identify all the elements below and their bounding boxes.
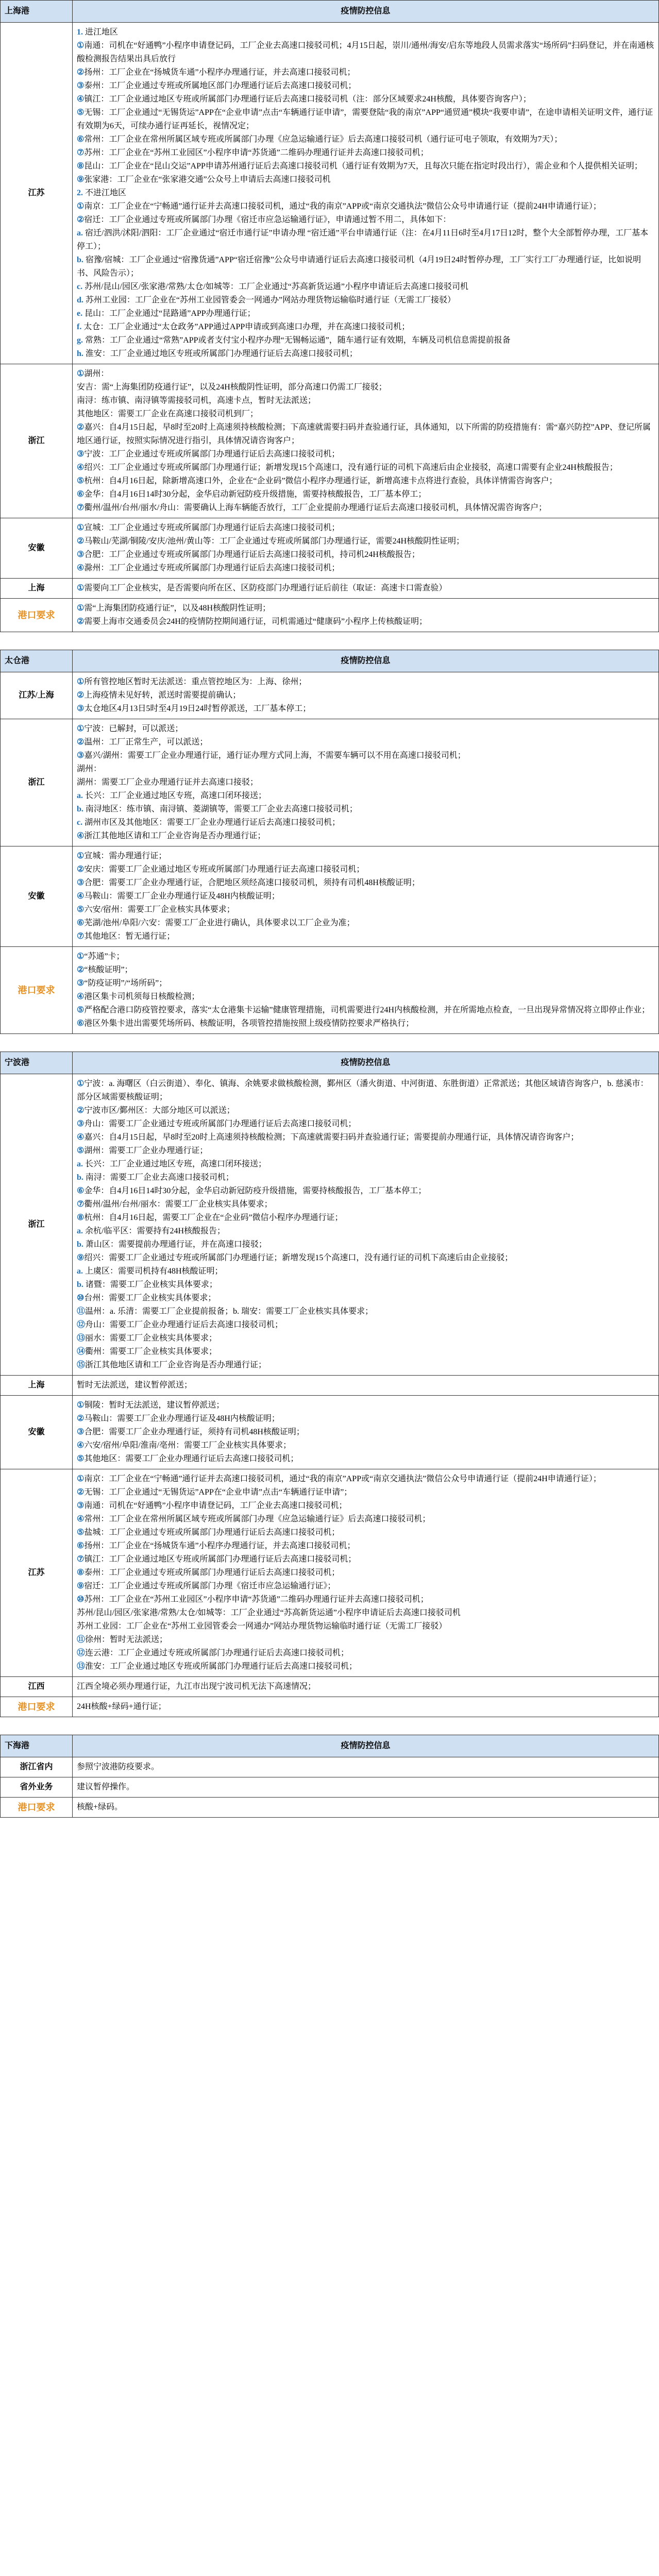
detail-line: ③宁波：工厂企业通过专班或所属部门办理通行证后去高速口接驳司机； xyxy=(77,450,340,459)
detail-line: ①南京：工厂企业在“宁畅通”通行证并去高速口接驳司机，通过“我的南京”APP或“南京交通执法”微信公众号申请通行证（提前24H申请通行证）； xyxy=(77,202,601,211)
region-details xyxy=(73,23,659,364)
port-requirements-label: 港口要求 xyxy=(1,947,73,1034)
region-details xyxy=(73,1798,659,1818)
detail-line: ③南通：司机在“好通鸭”小程序申请登记码，工厂企业去高速口接驳司机； xyxy=(77,1501,347,1510)
port-title: 宁波港 xyxy=(1,1052,73,1074)
region-name: 安徽 xyxy=(1,1396,73,1469)
detail-line: ④镇江：工厂企业通过地区专班或所属部门办理通行证后去高速口接驳司机（注：部分区域要求24H核酸，具体要咨询客户）； xyxy=(77,95,531,104)
detail-line: 参照宁波港防疫要求。 xyxy=(77,1762,160,1771)
detail-line: ⑪温州：a. 乐清：需要工厂企业提前报备；b. 瑞安：需要工厂企业核实具体要求； xyxy=(77,1307,374,1316)
region-row xyxy=(1,1757,659,1777)
region-row xyxy=(1,672,659,719)
region-name: 上海 xyxy=(1,579,73,599)
detail-line: ⑥芜湖/池州/阜阳/六安：需要工厂企业进行确认，具体要求以工厂企业为准； xyxy=(77,919,355,927)
region-name: 浙江省内 xyxy=(1,1757,73,1777)
detail-line: ①宁波：a. 海曙区（白云街道）、奉化、镇海、余姚要求做核酸检测，鄞州区（潘火街道、中河街道、东胜街道）正常派送；其他区域请咨询客户，b. 慈溪市：部分区域需要核酸证明； xyxy=(77,1079,649,1101)
region-name: 江苏 xyxy=(1,1469,73,1677)
detail-line: 苏州/昆山/园区/张家港/常熟/太仓/如城等：工厂企业通过“苏高新货运通”小程序申请证后去高速口接驳司机 xyxy=(77,1608,461,1617)
region-name: 江西 xyxy=(1,1677,73,1697)
region-name: 江苏 xyxy=(1,23,73,364)
detail-line: ②宁波市区/鄞州区：大部分地区可以派送； xyxy=(77,1106,235,1115)
detail-line: ⑩苏州：工厂企业在“苏州工业园区”小程序申请“苏货通”二维码办理通行证并去高速口接驳司机； xyxy=(77,1595,429,1604)
detail-line: ①所有管控地区暂时无法派送：重点管控地区为：上海、徐州； xyxy=(77,677,307,686)
detail-line: ⑥金华：自4月16日14时30分起，金华启动新冠防疫升级措施，需要持核酸报告，工厂基本停工； xyxy=(77,1187,427,1195)
region-details xyxy=(73,1757,659,1777)
detail-line: ①宣城：工厂企业通过专班或所属部门办理通行证后去高速口接驳司机； xyxy=(77,523,340,532)
detail-line: g. 常熟：工厂企业通过“常熟”APP或者支付宝小程序办理“无锡畅运通”，随车通行证有效期，车辆及司机信息需提前报备 xyxy=(77,336,511,345)
detail-line: ②嘉兴：自4月15日起，早8时至20时上高速须持核酸检测；下高速就需要扫码并查验通行证，具体通知，以下所需的防疫措施有：需“嘉兴防控”APP、登记所属地区通行证，按照实际情况进行指引，具体情况请咨询客户； xyxy=(77,423,651,445)
detail-line: 湖州：需要工厂企业办理通行证并去高速口接驳； xyxy=(77,778,259,787)
detail-line: 建议暂停操作。 xyxy=(77,1783,135,1791)
detail-line: ⑥扬州：工厂企业在“扬城货车通”小程序办理通行证，并去高速口接驳司机； xyxy=(77,1541,356,1550)
detail-line: ⑨绍兴：需要工厂企业通过专班或所属部门办理通行证；新增发现15个高速口，没有通行证的司机下高速后由企业接驳； xyxy=(77,1253,513,1262)
detail-line: ④滁州：工厂企业通过专班或所属部门办理通行证后去高速口接驳司机； xyxy=(77,564,340,572)
region-details xyxy=(73,599,659,632)
detail-line: ②上海疫情未见好转，派送时需要提前确认； xyxy=(77,691,241,700)
detail-line: ①宣城：需办理通行证； xyxy=(77,852,167,860)
region-name: 江苏/上海 xyxy=(1,672,73,719)
detail-line: b. 南浔地区：练市镇、南浔镇、菱湖镇等，需要工厂企业去高速口接驳司机； xyxy=(77,805,358,814)
detail-line: ②需要上海市交通委员会24H的疫情防控期间通行证，司机需通过“健康码”小程序上传核酸证明； xyxy=(77,617,428,626)
detail-line: ⑫舟山：需要工厂企业办理通行证后去高速口接驳司机； xyxy=(77,1320,283,1329)
region-row xyxy=(1,579,659,599)
detail-line: ⑤六安/宿州：需要工厂企业核实具体要求； xyxy=(77,905,235,914)
region-details xyxy=(73,1376,659,1396)
detail-line: ②扬州：工厂企业在“扬城货车通”小程序办理通行证，并去高速口接驳司机； xyxy=(77,68,356,77)
detail-line: 其他地区：需要工厂企业在高速口接驳司机到厂； xyxy=(77,410,259,418)
detail-line: ④嘉兴：自4月15日起，早8时至20时上高速须持核酸检测；下高速就需要扫码并查验通行证；需要提前办理通行证，具体情况请咨询客户； xyxy=(77,1133,579,1142)
port-title: 下海港 xyxy=(1,1735,73,1757)
detail-line: c. 湖州市区及其他地区：需要工厂企业办理通行证后去高速口接驳司机； xyxy=(77,818,341,827)
section-heading: 疫情防控信息 xyxy=(73,1,659,23)
detail-line: ⑥金华：自4月16日14时30分起，金华启动新冠防疫升级措施，需要持核酸报告，工厂基本停工； xyxy=(77,490,427,499)
detail-line: 安吉：需“上海集团防疫通行证”，以及24H核酸阴性证明，部分高速口仍需工厂接驳； xyxy=(77,383,387,392)
region-row xyxy=(1,364,659,518)
region-details xyxy=(73,1777,659,1798)
detail-line: ⑤杭州：自4月16日起，除新增高速口外，企业在“企业码”微信小程序办理通行证，新增高速卡点将进行查验，具体详情需咨询客户； xyxy=(77,477,557,485)
detail-line: ②无锡：工厂企业通过“无锡货运”APP在“企业申请”点击“车辆通行证申请”； xyxy=(77,1488,352,1497)
detail-line: 湖州： xyxy=(77,765,102,773)
detail-line: ③合肥：需要工厂企业办理通行证，合肥地区须经高速口接驳司机，须持有司机48H核酸证明； xyxy=(77,878,420,887)
detail-line: ③嘉兴/湖州：需要工厂企业办理通行证，通行证办理方式同上海，不需要车辆可以不用在高速口接驳司机； xyxy=(77,751,466,760)
shanghai-port-table xyxy=(0,0,659,632)
detail-line: h. 淮安：工厂企业通过地区专班或所属部门办理通行证后去高速口接驳司机； xyxy=(77,349,358,358)
detail-line: a. 长兴：工厂企业通过地区专班，高速口闭环接送； xyxy=(77,791,267,800)
detail-line: a. 宿迁/泗洪/沭阳/泗阳：工厂企业通过“宿迁市通行证”申请办理 “宿迁通”平台申请通行证（注：在4月11日6时至4月17日12时，整个大全部暂停办理，工厂基本停工）； xyxy=(77,229,649,251)
detail-line: 24H核酸+绿码+通行证； xyxy=(77,1702,166,1711)
detail-line: ①湖州： xyxy=(77,369,109,378)
port-requirements-label: 港口要求 xyxy=(1,1697,73,1717)
detail-line: ①“苏通”卡； xyxy=(77,952,125,961)
detail-line: ②“核酸证明”； xyxy=(77,965,133,974)
detail-line: ①需“上海集团防疫通行证”，以及48H核酸阴性证明； xyxy=(77,604,271,613)
detail-line: ④马鞍山：需要工厂企业办理通行证及48H内核酸证明； xyxy=(77,892,280,901)
region-details xyxy=(73,1697,659,1717)
detail-line: b. 宿豫/宿城：工厂企业通过“宿豫货通”APP“宿迁宿豫”公众号申请通行证后去高速口接驳司机（4月19日24时暂停办理，工厂实行工厂办理通行证，比如说明书、风险告示）； xyxy=(77,256,641,278)
region-row xyxy=(1,1777,659,1798)
xiamen-port-table xyxy=(0,1735,659,1818)
region-row xyxy=(1,1396,659,1469)
detail-line: ②马鞍山：需要工厂企业办理通行证及48H内核酸证明； xyxy=(77,1414,280,1423)
detail-line: ⑦其他地区：暂无通行证； xyxy=(77,932,175,941)
detail-line: ⑭衢州：需要工厂企业核实具体要求； xyxy=(77,1347,217,1356)
section-heading: 疫情防控信息 xyxy=(73,1735,659,1757)
detail-line: ③舟山：需要工厂企业通过专班或所属部门办理通行证后去高速口接驳司机； xyxy=(77,1120,357,1128)
detail-line: ⑨张家港：工厂企业在“张家港交通”公众号上申请后去高速口接驳司机 xyxy=(77,175,331,184)
region-row xyxy=(1,518,659,579)
detail-line: ⑬丽水：需要工厂企业核实具体要求； xyxy=(77,1334,217,1343)
detail-line: ③太仓地区4月13日5时至4月19日24时暂停派送，工厂基本停工； xyxy=(77,704,311,713)
region-name: 上海 xyxy=(1,1376,73,1396)
detail-line: a. 余杭/临平区：需要持有24H核酸报告； xyxy=(77,1227,226,1235)
detail-line: 2. 不进江地区 xyxy=(77,189,127,197)
region-name: 安徽 xyxy=(1,846,73,947)
detail-line: ④港区集卡司机须每日核酸检测； xyxy=(77,992,200,1001)
detail-line: ⑩台州：需要工厂企业核实具体要求； xyxy=(77,1294,216,1302)
region-details xyxy=(73,1396,659,1469)
detail-line: ①宁波：已解封，可以派送； xyxy=(77,724,183,733)
detail-line: e. 昆山：工厂企业通过“昆路通”APP办理通行证； xyxy=(77,309,256,318)
detail-line: 南浔：练市镇、南浔镇等需接驳司机，高速卡点，暂时无法派送； xyxy=(77,396,316,405)
detail-line: d. 苏州工业园：工厂企业在“苏州工业园管委会一网通办”网站办理货物运输临时通行证（无需工厂接驳） xyxy=(77,296,456,304)
port-requirements-label: 港口要求 xyxy=(1,1798,73,1818)
detail-line: ④常州：工厂企业在常州所属区域专班或所属部门办理《应急运输通行证》后去高速口接驳司机； xyxy=(77,1515,431,1523)
region-row xyxy=(1,1469,659,1677)
detail-line: ⑤无锡：工厂企业通过“无锡货运”APP在“企业申请”点击“车辆通行证申请”，需要登陆“我的南京”APP“通贸通”模块“我要申请”，在途申请相关证明文件，通行证有效期为6天，可续办通行证再延长，视情况定； xyxy=(77,108,653,130)
detail-line: ⑦苏州：工厂企业在“苏州工业园区”小程序申请“苏货通”二维码办理通行证并去高速口接驳司机； xyxy=(77,148,429,157)
region-details xyxy=(73,1677,659,1697)
detail-line: ⑤其他地区：需要工厂企业办理通行证后去高速口接驳司机； xyxy=(77,1454,299,1463)
detail-line: ③合肥：工厂企业通过专班或所属部门办理通行证后去高速口接驳司机，持司机24H核酸报告； xyxy=(77,550,420,559)
region-details xyxy=(73,1469,659,1677)
region-details xyxy=(73,947,659,1034)
detail-line: ⑤湖州：需要工厂企业办理通行证； xyxy=(77,1146,208,1155)
detail-line: ⑧杭州：自4月16日起，需要工厂企业在“企业码”微信小程序办理通行证； xyxy=(77,1213,343,1222)
region-row xyxy=(1,1697,659,1717)
detail-line: ③“防疫证明”/“场所码”； xyxy=(77,979,167,988)
detail-line: ③合肥：需要工厂企业办理通行证，须持有司机48H核酸证明； xyxy=(77,1428,305,1436)
detail-line: ①需要向工厂企业核实，是否需要向所在区、区防疫部门办理通行证后前往（取证：高速卡口需查验） xyxy=(77,584,447,592)
detail-line: ⑨宿迁：工厂企业通过专班或所属部门办理《宿迁市应急运输通行证》； xyxy=(77,1582,336,1590)
detail-line: ⑦镇江：工厂企业通过地区专班或所属部门办理通行证后去高速口接驳司机； xyxy=(77,1555,357,1564)
detail-line: 核酸+绿码。 xyxy=(77,1803,123,1811)
region-row xyxy=(1,947,659,1034)
region-details xyxy=(73,579,659,599)
detail-line: ①南通：司机在“好通鸭”小程序申请登记码，工厂企业去高速口接驳司机；4月15日起，崇川/通州/海安/启东等地段人员需求落实“场所码”扫码登记，并在南通核酸检测报告结果出具后放行 xyxy=(77,41,654,63)
detail-line: ⑤严格配合港口防疫管控要求，落实“太仓港集卡运输”健康管理措施，司机需要进行24H内核酸检测，并在所需地点检查，一旦出现异常情况将立即停止作业； xyxy=(77,1006,650,1014)
detail-line: ①南京：工厂企业在“宁畅通”通行证并去高速口接驳司机，通过“我的南京”APP或“南京交通执法”微信公众号申请通行证（提前24H申请通行证）； xyxy=(77,1475,601,1483)
detail-line: ①铜陵：暂时无法派送，建议暂停派送； xyxy=(77,1401,225,1410)
region-details xyxy=(73,672,659,719)
detail-line: ②马鞍山/芜湖/铜陵/安庆/池州/黄山等：工厂企业通过专班或所属部门办理通行证，需要24H核酸阴性证明； xyxy=(77,537,465,546)
detail-line: ③泰州：工厂企业通过专班或所属地区部门办理通行证后去高速口接驳司机； xyxy=(77,81,357,90)
detail-line: ⑦衢州/温州/台州/丽水/舟山：需要确认上海车辆能否放行，工厂企业提前办理通行证后去高速口接驳司机，具体情况需咨询客户； xyxy=(77,503,547,512)
region-row xyxy=(1,846,659,947)
detail-line: ②温州：工厂正常生产，可以派送； xyxy=(77,738,208,747)
section-gap xyxy=(0,1034,659,1052)
region-name: 省外业务 xyxy=(1,1777,73,1798)
region-name: 浙江 xyxy=(1,364,73,518)
region-name: 浙江 xyxy=(1,1074,73,1376)
section-heading: 疫情防控信息 xyxy=(73,1052,659,1074)
detail-line: b. 诸暨：需要工厂企业核实具体要求； xyxy=(77,1280,217,1289)
detail-line: a. 上虞区：需要司机持有48H核酸证明； xyxy=(77,1267,223,1276)
region-details xyxy=(73,846,659,947)
port-title: 太仓港 xyxy=(1,650,73,672)
detail-line: ④六安/宿州/阜阳/淮南/亳州：需要工厂企业核实具体要求； xyxy=(77,1441,292,1450)
detail-line: ⑪徐州：暂时无法派送； xyxy=(77,1635,168,1644)
region-row xyxy=(1,599,659,632)
region-details xyxy=(73,1074,659,1376)
detail-line: 苏州工业园：工厂企业在“苏州工业园管委会一网通办”网站办理货物运输临时通行证（无需工厂接驳） xyxy=(77,1622,447,1631)
detail-line: 暂时无法派送，建议暂停派送； xyxy=(77,1381,193,1389)
detail-line: ⑧昆山：工厂企业在“昆山交运”APP申请苏州通行证后去高速口接驳司机（通行证有效期为7天，且每次只能在指定时段出行），需企业和个人提供相关证明； xyxy=(77,162,643,171)
detail-line: ④绍兴：工厂企业通过专班或所属部门办理通行证；新增发现15个高速口，没有通行证的司机下高速后由企业接驳，高速口需要有企业24H核酸报告； xyxy=(77,463,618,472)
section-gap xyxy=(0,1717,659,1735)
detail-line: ⑦衢州/温州/台州/丽水：需要工厂企业核实具体要求； xyxy=(77,1200,273,1209)
detail-line: ⑮浙江其他地区请和工厂企业咨询是否办理通行证； xyxy=(77,1361,267,1369)
detail-line: ⑥常州：工厂企业在常州所属区域专班或所属部门办理《应急运输通行证》后去高速口接驳司机（通行证可电子领取，有效期为7天）； xyxy=(77,135,563,144)
section-heading: 疫情防控信息 xyxy=(73,650,659,672)
detail-line: f. 太仓：工厂企业通过“太仓政务”APP通过APP申请或到高速口办理，并在高速口接驳司机； xyxy=(77,323,410,331)
detail-line: 1. 进江地区 xyxy=(77,28,119,37)
detail-line: a. 长兴：工厂企业通过地区专班，高速口闭环接送； xyxy=(77,1160,267,1168)
detail-line: b. 南浔：需要工厂企业去高速口接驳司机； xyxy=(77,1173,234,1182)
detail-line: ②宿迁：工厂企业通过专班或所属部门办理《宿迁市应急运输通行证》，申请通过暂不用二，具体如下： xyxy=(77,215,451,224)
detail-line: ⑫连云港：工厂企业通过专班或所属部门办理通行证后去高速口接驳司机； xyxy=(77,1649,349,1657)
region-details xyxy=(73,719,659,846)
region-details xyxy=(73,518,659,579)
region-row xyxy=(1,1677,659,1697)
region-details xyxy=(73,364,659,518)
detail-line: ⑧泰州：工厂企业通过专班或所属部门办理通行证后去高速口接驳司机； xyxy=(77,1568,340,1577)
region-row xyxy=(1,23,659,364)
region-row xyxy=(1,1074,659,1376)
ningbo-port-table xyxy=(0,1052,659,1717)
detail-line: ⑤盐城：工厂企业通过专班或所属部门办理通行证后去高速口接驳司机； xyxy=(77,1528,340,1537)
detail-line: ②安庆：需要工厂企业通过地区专班或所属部门办理通行证去高速口接驳司机； xyxy=(77,865,365,874)
port-title: 上海港 xyxy=(1,1,73,23)
region-name: 安徽 xyxy=(1,518,73,579)
detail-line: ⑬淮安：工厂企业通过地区专班或所属部门办理通行证后去高速口接驳司机； xyxy=(77,1662,358,1671)
detail-line: c. 苏州/昆山/园区/张家港/常熟/太仓/如城等：工厂企业通过“苏高新货运通”小程序申请证后去高速口接驳司机 xyxy=(77,282,468,291)
detail-line: ④浙江其他地区请和工厂企业咨询是否办理通行证； xyxy=(77,832,266,840)
region-name: 浙江 xyxy=(1,719,73,846)
detail-line: 江西全境必须办理通行证，九江市出现宁波司机无法下高速情况； xyxy=(77,1682,316,1691)
region-row xyxy=(1,1376,659,1396)
detail-line: ⑥港区外集卡进出需要凭场所码、核酸证明，各项管控措施按照上级疫情防控要求严格执行； xyxy=(77,1019,414,1028)
detail-line: b. 萧山区：需要提前办理通行证，并在高速口接驳； xyxy=(77,1240,267,1249)
taicang-port-table xyxy=(0,650,659,1034)
port-requirements-label: 港口要求 xyxy=(1,599,73,632)
section-gap xyxy=(0,632,659,650)
region-row xyxy=(1,719,659,846)
region-row xyxy=(1,1798,659,1818)
